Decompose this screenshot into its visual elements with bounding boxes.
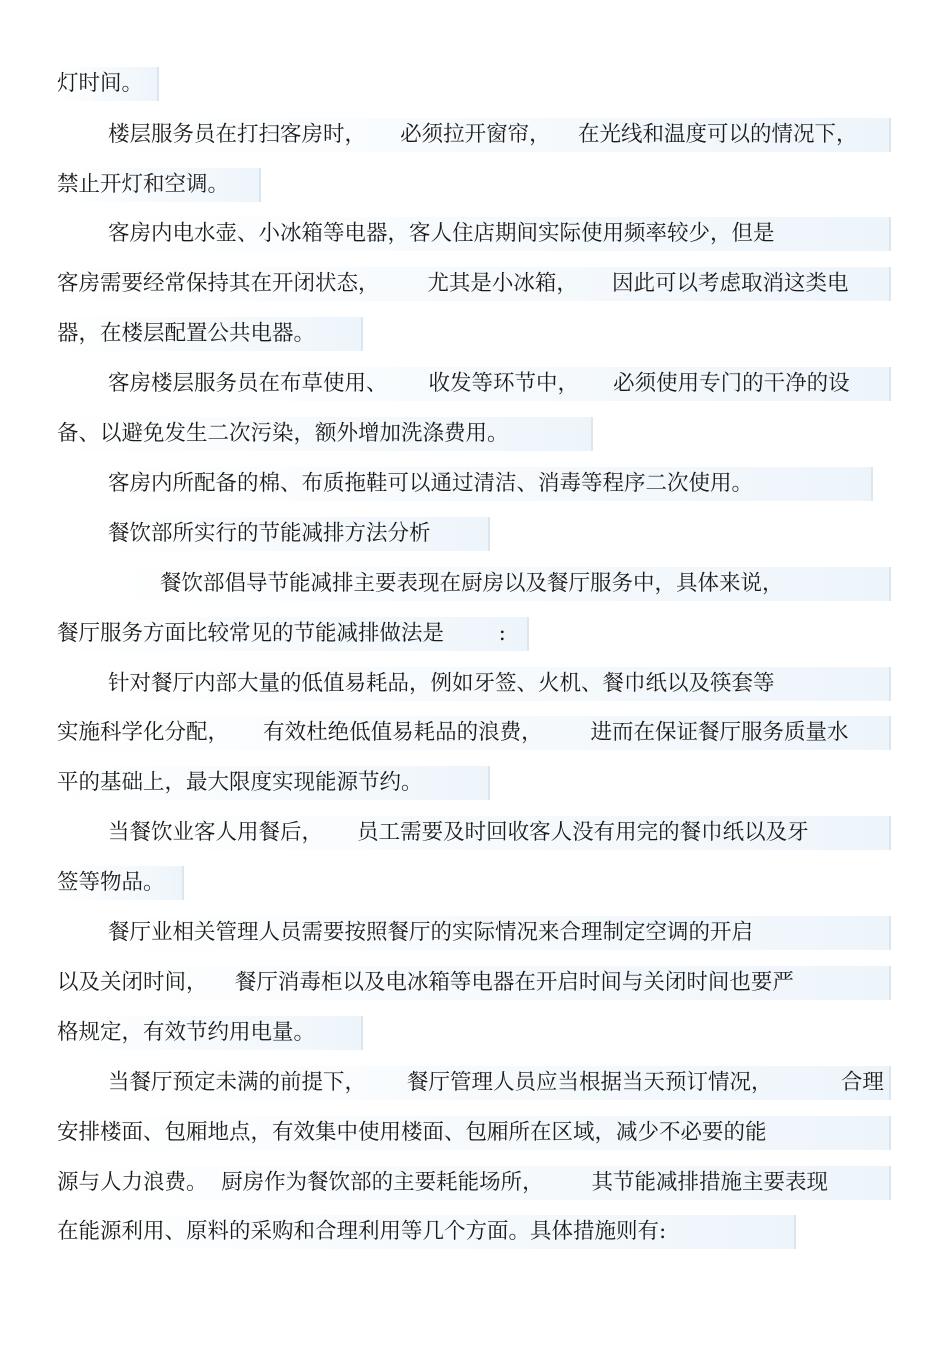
- text-line: 实施科学化分配， 有效杜绝低值易耗品的浪费， 进而在保证餐厅服务质量水: [57, 716, 891, 750]
- text-line: 以及关闭时间， 餐厅消毒柜以及电冰箱等电器在开启时间与关闭时间也要严: [57, 966, 891, 1000]
- text-line: 安排楼面、包厢地点，有效集中使用楼面、包厢所在区域，减少不必要的能: [57, 1116, 891, 1150]
- text-line: 针对餐厅内部大量的低值易耗品，例如牙签、火机、餐巾纸以及筷套等: [108, 667, 891, 701]
- text-line: 灯时间。: [57, 67, 159, 101]
- section-heading: 餐饮部所实行的节能减排方法分析: [108, 517, 490, 551]
- text-line: 客房楼层服务员在布草使用、 收发等环节中， 必须使用专门的干净的设: [108, 367, 891, 401]
- text-line: 源与人力浪费。 厨房作为餐饮部的主要耗能场所， 其节能减排措施主要表现: [57, 1166, 891, 1200]
- text-line: 餐饮部倡导节能减排主要表现在厨房以及餐厅服务中，具体来说，: [108, 567, 891, 601]
- text-line: 签等物品。: [57, 866, 184, 900]
- text-line: 器，在楼层配置公共电器。: [57, 317, 363, 351]
- text-line: 禁止开灯和空调。: [57, 168, 261, 202]
- text-line: 餐厅业相关管理人员需要按照餐厅的实际情况来合理制定空调的开启: [108, 916, 891, 950]
- text-line: 当餐饮业客人用餐后， 员工需要及时回收客人没有用完的餐巾纸以及牙: [108, 816, 891, 850]
- text-line: 客房需要经常保持其在开闭状态， 尤其是小冰箱， 因此可以考虑取消这类电: [57, 267, 891, 301]
- text-line: 格规定，有效节约用电量。: [57, 1016, 363, 1050]
- text-line: 餐厅服务方面比较常见的节能减排做法是 :: [57, 617, 529, 651]
- text-line: 客房内所配备的棉、布质拖鞋可以通过清洁、消毒等程序二次使用。: [108, 467, 873, 501]
- text-line: 楼层服务员在打扫客房时， 必须拉开窗帘， 在光线和温度可以的情况下，: [108, 118, 891, 152]
- text-line: 当餐厅预定未满的前提下， 餐厅管理人员应当根据当天预订情况， 合理: [108, 1066, 891, 1100]
- text-line: 备、以避免发生二次污染，额外增加洗涤费用。: [57, 417, 593, 451]
- text-line: 在能源利用、原料的采购和合理利用等几个方面。具体措施则有:: [57, 1215, 796, 1249]
- text-line: 客房内电水壶、小冰箱等电器，客人住店期间实际使用频率较少，但是: [108, 217, 891, 251]
- text-line: 平的基础上，最大限度实现能源节约。: [57, 766, 490, 800]
